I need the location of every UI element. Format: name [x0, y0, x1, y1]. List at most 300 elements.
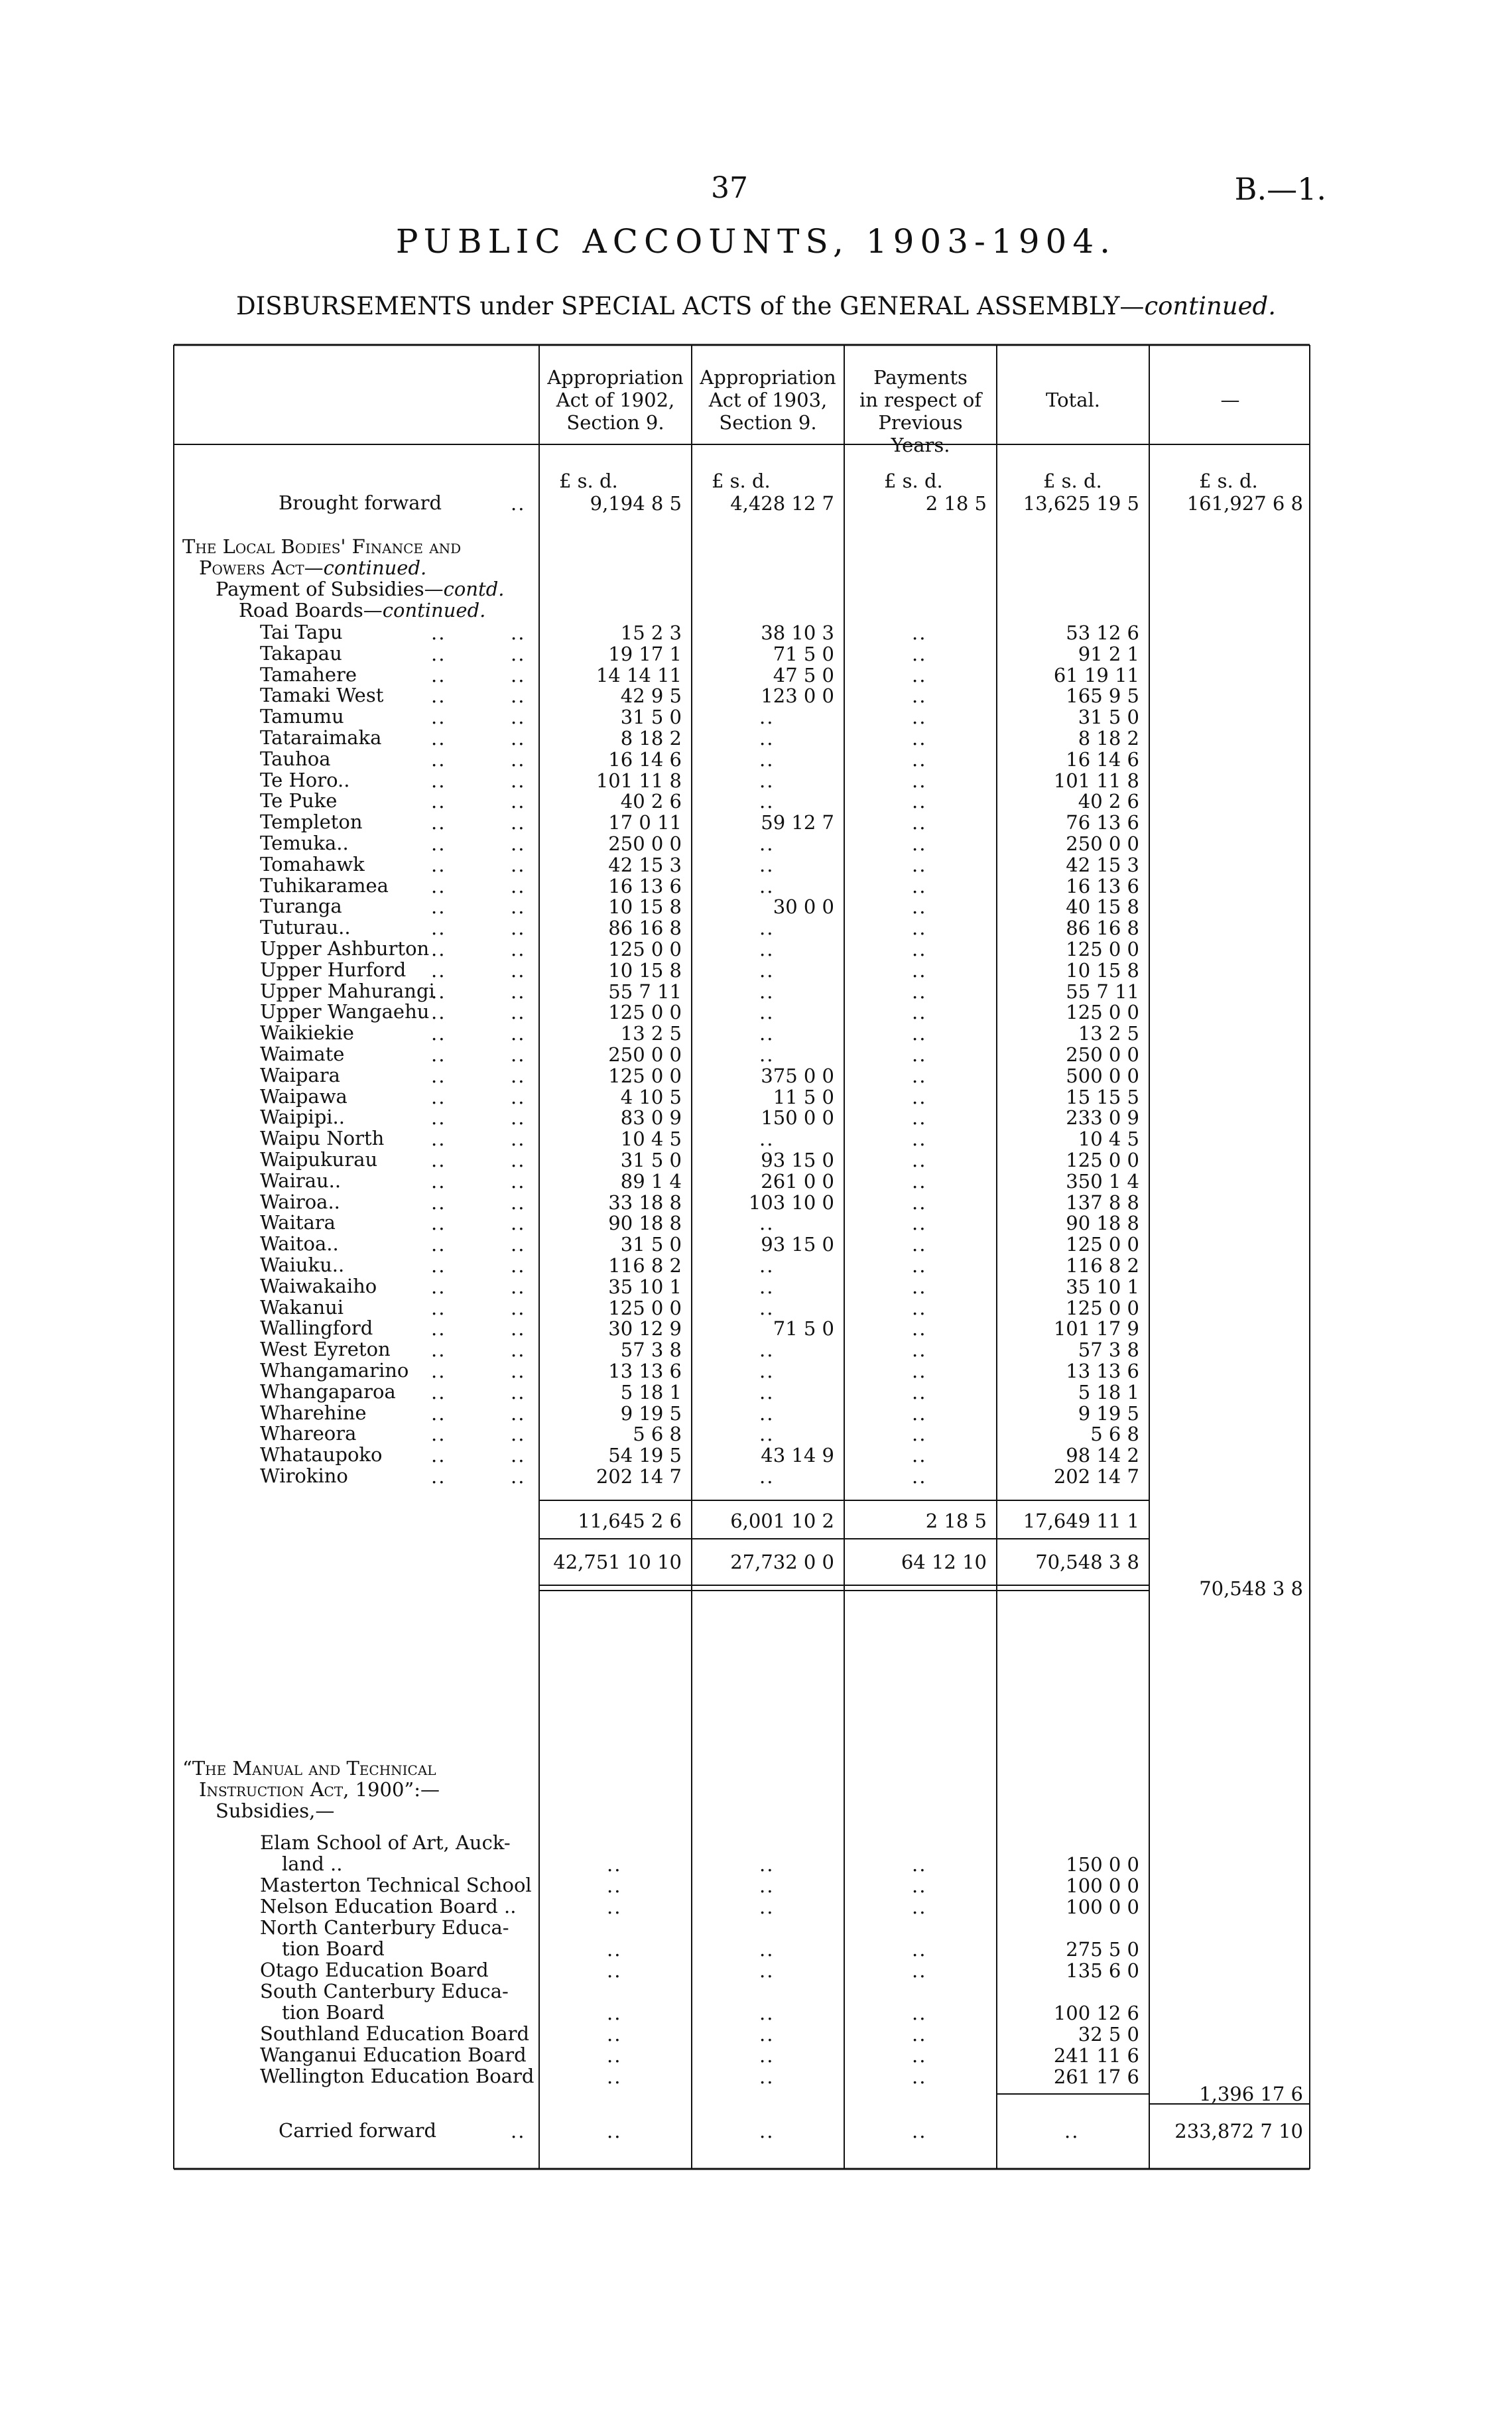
- leader-dots: ..: [431, 664, 446, 686]
- row-1902-value: 16 14 6: [608, 748, 682, 771]
- brought-forward-1902: 9,194 8 5: [590, 492, 682, 515]
- subsidy-total-value: 100 0 0: [1066, 1896, 1139, 1918]
- row-name: Tomahawk: [260, 853, 365, 876]
- leader-dots: ..: [511, 875, 526, 897]
- row-total-value: 13 2 5: [1078, 1022, 1139, 1045]
- row-previous-empty: ..: [912, 621, 927, 644]
- row-total-value: 35 10 1: [1066, 1275, 1139, 1298]
- row-total-value: 31 5 0: [1078, 706, 1139, 728]
- row-total-value: 98 14 2: [1066, 1444, 1139, 1467]
- row-1903-value: 123 0 0: [761, 685, 834, 707]
- subsidy-name: Otago Education Board: [260, 1959, 489, 1981]
- currency-units: £ s. d.: [712, 470, 771, 492]
- row-1902-value: 42 9 5: [620, 685, 682, 707]
- leader-dots: ..: [511, 959, 526, 982]
- leader-dots: ..: [511, 1043, 526, 1066]
- row-1902-value: 10 15 8: [608, 959, 682, 982]
- row-1902-value: 4 10 5: [620, 1086, 682, 1108]
- subsidy-name: Masterton Technical School: [260, 1874, 532, 1896]
- row-total-value: 350 1 4: [1066, 1170, 1139, 1193]
- leader-dots: ..: [431, 875, 446, 897]
- row-previous-empty: ..: [912, 1423, 927, 1445]
- row-1902-value: 33 18 8: [608, 1191, 682, 1214]
- row-name: Waipawa: [260, 1085, 347, 1108]
- brought-forward-1903: 4,428 12 7: [730, 492, 834, 515]
- leader-dots: ..: [431, 1001, 446, 1023]
- row-name: Tamumu: [260, 705, 344, 728]
- row-1903-empty: ..: [759, 1874, 775, 1897]
- row-previous-empty: ..: [912, 2023, 927, 2046]
- row-previous-empty: ..: [912, 1297, 927, 1319]
- row-1903-empty: ..: [759, 769, 775, 792]
- row-1902-value: 13 13 6: [608, 1360, 682, 1382]
- row-previous-empty: ..: [912, 1938, 927, 1961]
- row-name: Whareora: [260, 1422, 357, 1445]
- row-name: Tuturau..: [260, 916, 351, 939]
- row-name: Templeton: [260, 811, 363, 833]
- row-1903-empty: ..: [759, 1022, 775, 1045]
- page-title: PUBLIC ACCOUNTS, 1903-1904.: [395, 222, 1117, 261]
- heading-continued: continued.: [323, 556, 427, 579]
- row-previous-empty: ..: [912, 1191, 927, 1214]
- row-previous-empty: ..: [912, 1360, 927, 1382]
- row-total-value: 5 6 8: [1090, 1423, 1139, 1445]
- header-line: Section 9.: [566, 411, 664, 434]
- row-1902-value: 19 17 1: [608, 643, 682, 665]
- row-1903-empty: ..: [759, 1360, 775, 1382]
- leader-dots: ..: [431, 643, 446, 665]
- heading-text: Powers Act—: [199, 556, 324, 579]
- header-total: Total.: [1046, 389, 1100, 411]
- leader-dots: ..: [511, 727, 526, 750]
- leader-dots: ..: [511, 1423, 526, 1445]
- row-total-value: 40 2 6: [1078, 790, 1139, 813]
- row-1902-empty: ..: [607, 1853, 622, 1876]
- row-name: Te Puke: [260, 789, 338, 812]
- subsidy-name: Wanganui Education Board: [260, 2044, 527, 2066]
- row-1902-value: 83 0 9: [620, 1106, 682, 1129]
- leader-dots: ..: [431, 917, 446, 939]
- row-1902-value: 125 0 0: [608, 1065, 682, 1087]
- leader-dots: ..: [431, 1065, 446, 1087]
- row-1902-empty: ..: [607, 1896, 622, 1918]
- row-previous-empty: ..: [912, 1254, 927, 1277]
- row-total-value: 125 0 0: [1066, 1001, 1139, 1023]
- row-name: Turanga: [260, 895, 342, 917]
- row-name: West Eyreton: [260, 1338, 391, 1360]
- header-line: Appropriation: [547, 366, 684, 389]
- subsidy-total-value: 275 5 0: [1066, 1938, 1139, 1961]
- leader-dots: ..: [431, 1444, 446, 1467]
- section-heading-manual-technical: “The Manual and Technical: [182, 1757, 436, 1780]
- row-previous-empty: ..: [912, 980, 927, 1003]
- page-number: 37: [711, 171, 748, 205]
- leader-dots: ..: [431, 1233, 446, 1256]
- leader-dots: ..: [511, 1128, 526, 1150]
- row-1902-value: 250 0 0: [608, 832, 682, 855]
- row-name: Tuhikaramea: [260, 874, 389, 897]
- row-total-value: 125 0 0: [1066, 938, 1139, 960]
- row-1902-empty: ..: [607, 1874, 622, 1897]
- leader-dots: ..: [431, 832, 446, 855]
- row-1902-value: 5 18 1: [620, 1381, 682, 1403]
- row-previous-empty: ..: [912, 1317, 927, 1340]
- row-1903-empty: ..: [759, 1402, 775, 1425]
- row-total-value: 101 17 9: [1053, 1317, 1139, 1340]
- currency-units: £ s. d.: [1199, 470, 1258, 492]
- row-previous-empty: ..: [912, 769, 927, 792]
- row-previous-empty: ..: [912, 917, 927, 939]
- row-1903-empty: ..: [759, 1128, 775, 1150]
- row-previous-empty: ..: [912, 1959, 927, 1982]
- row-previous-empty: ..: [912, 706, 927, 728]
- leader-dots: ..: [511, 685, 526, 707]
- row-total-value: 233 0 9: [1066, 1106, 1139, 1129]
- row-name: Tamahere: [260, 663, 357, 686]
- leader-dots: ..: [431, 959, 446, 982]
- row-name: Wairoa..: [260, 1191, 340, 1213]
- brought-forward-label: Brought forward: [279, 491, 442, 514]
- row-1903-value: 47 5 0: [773, 664, 834, 686]
- row-total-value: 10 15 8: [1066, 959, 1139, 982]
- leader-dots: ..: [511, 1001, 526, 1023]
- leader-dots: ..: [431, 1275, 446, 1298]
- leader-dots: ..: [431, 748, 446, 771]
- leader-dots: ..: [511, 2120, 526, 2142]
- row-1903-empty: ..: [759, 1896, 775, 1918]
- leader-dots: ..: [511, 1338, 526, 1361]
- row-1902-value: 15 2 3: [620, 621, 682, 644]
- subheading-subsidies: [216, 578, 504, 600]
- row-1903-value: 150 0 0: [761, 1106, 834, 1129]
- row-1903-empty: ..: [759, 1297, 775, 1319]
- row-1903-empty: ..: [759, 1275, 775, 1298]
- row-name: Waipara: [260, 1064, 340, 1086]
- row-1902-value: 89 1 4: [620, 1170, 682, 1193]
- row-previous-empty: ..: [912, 895, 927, 918]
- subsidy-total-value: 100 12 6: [1053, 2002, 1139, 2024]
- leader-dots: ..: [431, 1297, 446, 1319]
- row-1902-value: 90 18 8: [608, 1212, 682, 1234]
- row-name: Waipu North: [260, 1127, 385, 1149]
- header-line: Previous Years.: [878, 411, 963, 456]
- row-total-value: 40 15 8: [1066, 895, 1139, 918]
- subheading-road-boards: [239, 600, 485, 621]
- leader-dots: ..: [431, 1402, 446, 1425]
- row-name: Tai Tapu: [260, 621, 343, 643]
- leader-dots: ..: [511, 1106, 526, 1129]
- leader-dots: ..: [511, 1233, 526, 1256]
- leader-dots: ..: [511, 1191, 526, 1214]
- row-total-value: 86 16 8: [1066, 917, 1139, 939]
- leader-dots: ..: [511, 938, 526, 960]
- row-1903-empty: ..: [759, 2044, 775, 2067]
- leader-dots: ..: [431, 1191, 446, 1214]
- row-name: Upper Ashburton: [260, 937, 430, 960]
- row-previous-empty: ..: [912, 1065, 927, 1087]
- row-total-value: 16 14 6: [1066, 748, 1139, 771]
- leader-dots: ..: [511, 980, 526, 1003]
- row-1902-value: 101 11 8: [596, 769, 682, 792]
- leader-dots: ..: [511, 643, 526, 665]
- page-subtitle: [0, 292, 1512, 320]
- row-previous-empty: ..: [912, 790, 927, 813]
- row-1903-empty: ..: [759, 875, 775, 897]
- row-name: Te Horo..: [260, 769, 350, 791]
- leader-dots: ..: [431, 790, 446, 813]
- row-1903-empty: ..: [759, 1938, 775, 1961]
- row-1903-value: 11 5 0: [773, 1086, 834, 1108]
- subsidy-total-value: 135 6 0: [1066, 1959, 1139, 1982]
- header-line: Appropriation: [700, 366, 836, 389]
- row-name: Waiwakaiho: [260, 1275, 377, 1297]
- empty-previous: ..: [912, 2120, 927, 2142]
- empty-1903: ..: [759, 2120, 775, 2142]
- leader-dots: ..: [511, 748, 526, 771]
- leader-dots: ..: [431, 706, 446, 728]
- row-previous-empty: ..: [912, 1170, 927, 1193]
- row-total-value: 101 11 8: [1053, 769, 1139, 792]
- subtotal-total: 17,649 11 1: [1023, 1510, 1139, 1532]
- row-1903-value: 30 0 0: [773, 895, 834, 918]
- row-previous-empty: ..: [912, 1853, 927, 1876]
- row-previous-empty: ..: [912, 832, 927, 855]
- row-name: Temuka..: [260, 832, 349, 854]
- leader-dots: ..: [431, 1170, 446, 1193]
- subsidy-name: North Canterbury Educa-: [260, 1916, 509, 1939]
- row-1903-value: 59 12 7: [761, 811, 834, 834]
- leader-dots: ..: [431, 895, 446, 918]
- leader-dots: ..: [511, 854, 526, 876]
- row-name: Whangaparoa: [260, 1380, 396, 1403]
- row-previous-empty: ..: [912, 2002, 927, 2024]
- row-1902-empty: ..: [607, 1938, 622, 1961]
- row-1903-empty: ..: [759, 2002, 775, 2024]
- total-1902: 42,751 10 10: [553, 1551, 682, 1573]
- row-name: Whataupoko: [260, 1443, 383, 1466]
- leader-dots: ..: [431, 1128, 446, 1150]
- leader-dots: ..: [511, 1254, 526, 1277]
- row-total-value: 250 0 0: [1066, 832, 1139, 855]
- row-1903-empty: ..: [759, 1423, 775, 1445]
- row-name: Waiuku..: [260, 1254, 345, 1276]
- subtotal-1902: 11,645 2 6: [578, 1510, 682, 1532]
- leader-dots: ..: [431, 621, 446, 644]
- row-1903-empty: ..: [759, 854, 775, 876]
- currency-units: £ s. d.: [884, 470, 943, 492]
- row-total-value: 53 12 6: [1066, 621, 1139, 644]
- row-previous-empty: ..: [912, 811, 927, 834]
- row-total-value: 9 19 5: [1078, 1402, 1139, 1425]
- subheading-text: Road Boards—: [239, 599, 383, 621]
- row-1902-value: 86 16 8: [608, 917, 682, 939]
- leader-dots: ..: [431, 727, 446, 750]
- leader-dots: ..: [431, 1381, 446, 1403]
- header-previous-years: [848, 366, 993, 456]
- row-1902-value: 31 5 0: [620, 706, 682, 728]
- row-previous-empty: ..: [912, 1106, 927, 1129]
- carried-forward-grand: 233,872 7 10: [1174, 2120, 1303, 2142]
- leader-dots: ..: [431, 769, 446, 792]
- row-1903-empty: ..: [759, 1853, 775, 1876]
- empty-1902: ..: [607, 2120, 622, 2142]
- leader-dots: ..: [431, 980, 446, 1003]
- subsidy-total-value: 32 5 0: [1078, 2023, 1139, 2046]
- row-previous-empty: ..: [912, 1874, 927, 1897]
- row-1902-empty: ..: [607, 2044, 622, 2067]
- row-previous-empty: ..: [912, 664, 927, 686]
- subsidy-total-value: 150 0 0: [1066, 1853, 1139, 1876]
- row-previous-empty: ..: [912, 1086, 927, 1108]
- leader-dots: ..: [431, 1212, 446, 1234]
- subsidy-name-cont: land ..: [282, 1853, 343, 1875]
- row-1902-value: 35 10 1: [608, 1275, 682, 1298]
- row-previous-empty: ..: [912, 1212, 927, 1234]
- subsidy-name: Wellington Education Board: [260, 2065, 535, 2087]
- row-previous-empty: ..: [912, 1381, 927, 1403]
- total-total: 70,548 3 8: [1035, 1551, 1139, 1573]
- row-1903-value: 375 0 0: [761, 1065, 834, 1087]
- row-1902-value: 250 0 0: [608, 1043, 682, 1066]
- row-name: Wirokino: [260, 1465, 348, 1487]
- row-previous-empty: ..: [912, 2044, 927, 2067]
- leader-dots: ..: [511, 917, 526, 939]
- row-1903-empty: ..: [759, 917, 775, 939]
- row-1902-value: 30 12 9: [608, 1317, 682, 1340]
- row-1902-value: 9 19 5: [620, 1402, 682, 1425]
- row-1903-value: 93 15 0: [761, 1233, 834, 1256]
- subtotal-1903: 6,001 10 2: [730, 1510, 834, 1532]
- row-name: Whangamarino: [260, 1359, 409, 1382]
- row-1903-empty: ..: [759, 959, 775, 982]
- row-previous-empty: ..: [912, 1022, 927, 1045]
- total-1903: 27,732 0 0: [730, 1551, 834, 1573]
- row-name: Waimate: [260, 1043, 345, 1065]
- leader-dots: ..: [431, 1043, 446, 1066]
- brought-forward-previous: 2 18 5: [925, 492, 987, 515]
- row-previous-empty: ..: [912, 959, 927, 982]
- row-1902-value: 125 0 0: [608, 1001, 682, 1023]
- leader-dots: ..: [431, 1465, 446, 1488]
- leader-dots: ..: [511, 832, 526, 855]
- row-total-value: 10 4 5: [1078, 1128, 1139, 1150]
- subheading-text: Payment of Subsidies—: [216, 578, 444, 600]
- row-name: Upper Mahurangi: [260, 980, 435, 1002]
- row-previous-empty: ..: [912, 2065, 927, 2088]
- row-name: Wakanui: [260, 1296, 344, 1319]
- leader-dots: ..: [511, 1170, 526, 1193]
- leader-dots: ..: [511, 1360, 526, 1382]
- subsidy-total-value: 100 0 0: [1066, 1874, 1139, 1897]
- row-1902-value: 116 8 2: [608, 1254, 682, 1277]
- row-total-value: 15 15 5: [1066, 1086, 1139, 1108]
- leader-dots: ..: [511, 769, 526, 792]
- row-1903-empty: ..: [759, 1001, 775, 1023]
- leader-dots: ..: [511, 1022, 526, 1045]
- row-1903-empty: ..: [759, 980, 775, 1003]
- subtotal-previous: 2 18 5: [925, 1510, 987, 1532]
- empty-total: ..: [1064, 2120, 1080, 2142]
- leader-dots: ..: [431, 1317, 446, 1340]
- row-total-value: 125 0 0: [1066, 1149, 1139, 1171]
- row-total-value: 125 0 0: [1066, 1233, 1139, 1256]
- row-1902-value: 202 14 7: [596, 1465, 682, 1488]
- row-previous-empty: ..: [912, 685, 927, 707]
- row-1902-value: 10 15 8: [608, 895, 682, 918]
- currency-units: £ s. d.: [559, 470, 618, 492]
- row-1903-empty: ..: [759, 1212, 775, 1234]
- header-line: in respect of: [859, 389, 982, 411]
- row-previous-empty: ..: [912, 1275, 927, 1298]
- leader-dots: ..: [511, 706, 526, 728]
- subsidy-name-cont: tion Board: [282, 2001, 385, 2024]
- row-total-value: 500 0 0: [1066, 1065, 1139, 1087]
- subheading-contd: contd.: [443, 578, 505, 600]
- row-total-value: 57 3 8: [1078, 1338, 1139, 1361]
- row-previous-empty: ..: [912, 1402, 927, 1425]
- leader-dots: ..: [431, 938, 446, 960]
- row-previous-empty: ..: [912, 748, 927, 771]
- row-1902-value: 31 5 0: [620, 1233, 682, 1256]
- row-1903-empty: ..: [759, 2065, 775, 2088]
- leader-dots: ..: [431, 1338, 446, 1361]
- row-previous-empty: ..: [912, 938, 927, 960]
- leader-dots: ..: [431, 685, 446, 707]
- row-total-value: 116 8 2: [1066, 1254, 1139, 1277]
- row-previous-empty: ..: [912, 854, 927, 876]
- row-total-value: 125 0 0: [1066, 1297, 1139, 1319]
- subsidy-name: Southland Education Board: [260, 2022, 530, 2045]
- header-blank: —: [1220, 389, 1240, 411]
- row-total-value: 5 18 1: [1078, 1381, 1139, 1403]
- document-reference: B.—1.: [1234, 171, 1326, 207]
- row-1903-value: 38 10 3: [761, 621, 834, 644]
- section-heading-line: Instruction Act, 1900”:—: [199, 1778, 440, 1801]
- row-previous-empty: ..: [912, 643, 927, 665]
- row-1903-empty: ..: [759, 1959, 775, 1982]
- row-1902-value: 42 15 3: [608, 854, 682, 876]
- row-name: Wairau..: [260, 1169, 342, 1192]
- row-1903-empty: ..: [759, 727, 775, 750]
- subheading-subsidies: Subsidies,—: [216, 1799, 335, 1822]
- leader-dots: ..: [511, 1275, 526, 1298]
- leader-dots: ..: [431, 1022, 446, 1045]
- row-total-value: 13 13 6: [1066, 1360, 1139, 1382]
- row-1902-empty: ..: [607, 2023, 622, 2046]
- row-1902-value: 125 0 0: [608, 938, 682, 960]
- row-1903-empty: ..: [759, 1043, 775, 1066]
- row-1902-value: 125 0 0: [608, 1297, 682, 1319]
- section2-total: 1,396 17 6: [1199, 2083, 1303, 2105]
- row-total-value: 91 2 1: [1078, 643, 1139, 665]
- leader-dots: ..: [431, 1106, 446, 1129]
- row-previous-empty: ..: [912, 1338, 927, 1361]
- row-1902-value: 40 2 6: [620, 790, 682, 813]
- row-1902-value: 8 18 2: [620, 727, 682, 750]
- row-1902-value: 10 4 5: [620, 1128, 682, 1150]
- row-1902-value: 17 0 11: [608, 811, 682, 834]
- row-1903-empty: ..: [759, 2023, 775, 2046]
- row-1902-value: 13 2 5: [620, 1022, 682, 1045]
- row-total-value: 90 18 8: [1066, 1212, 1139, 1234]
- row-total-value: 8 18 2: [1078, 727, 1139, 750]
- row-total-value: 202 14 7: [1053, 1465, 1139, 1488]
- row-name: Waitoa..: [260, 1232, 339, 1255]
- row-1902-value: 14 14 11: [596, 664, 682, 686]
- row-previous-empty: ..: [912, 1128, 927, 1150]
- row-name: Waipukurau: [260, 1148, 378, 1171]
- row-total-value: 165 9 5: [1066, 685, 1139, 707]
